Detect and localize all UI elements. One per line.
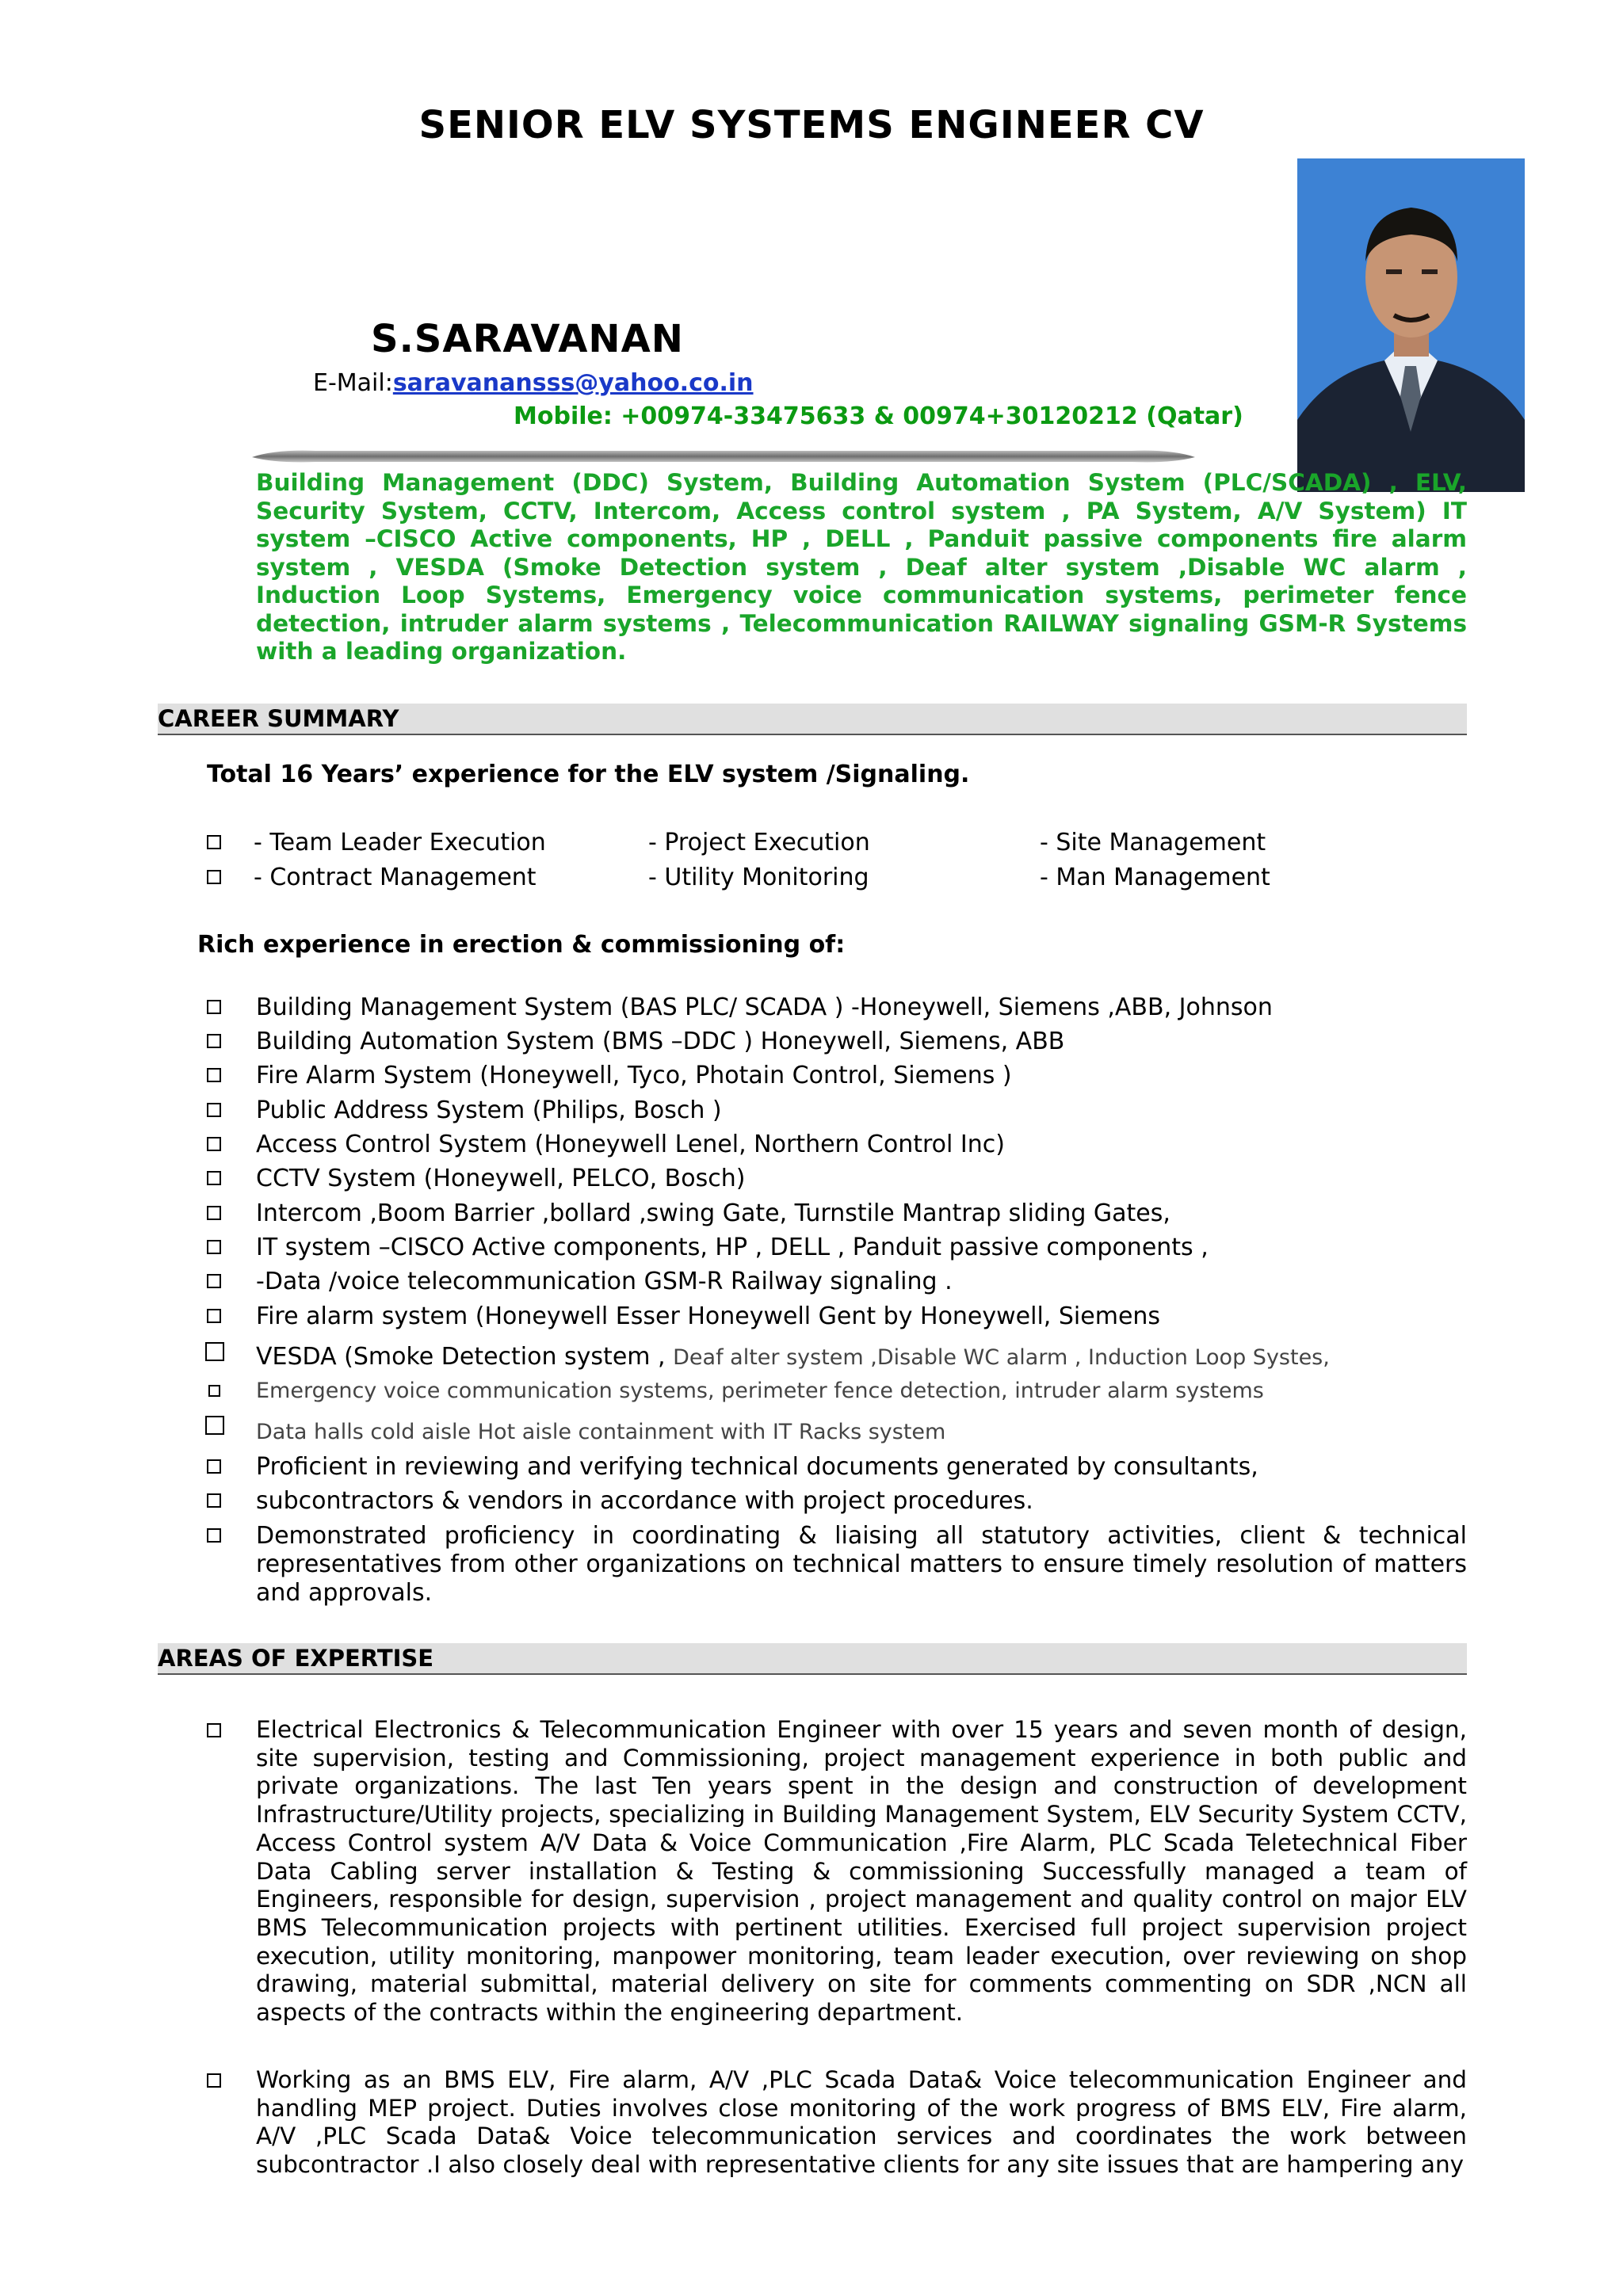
checkbox-bullet-icon [207,2073,221,2088]
checkbox-bullet-icon [205,1342,224,1361]
vesda-detail: Deaf alter system ,Disable WC alarm , Induction Loop Systes, [673,1345,1330,1370]
checkbox-bullet-icon [207,1309,221,1323]
profile-photo [1297,158,1525,492]
skill-item: - Man Management [1040,864,1270,891]
email-label: E-Mail: [313,369,393,397]
list-item: Building Management System (BAS PLC/ SCADA ) -Honeywell, Siemens ,ABB, Johnson [256,994,1273,1021]
checkbox-bullet-icon [207,1528,221,1543]
checkbox-bullet-icon [207,1240,221,1254]
profile-summary: Building Management (DDC) System, Building Automation System (PLC/SCADA) , ELV, Security System, CCTV, Intercom, Access control system , PA System, A/V System) IT system –CISCO Active components, HP , DELL , Panduit passive components fire alarm system , VESDA (Smoke Detection system , Deaf alter system ,Disable WC alarm , Induction Loop Systems, Emergency voice communication systems, perimeter fence detection, intruder alarm systems , Telecommunication RAILWAY signaling GSM-R Systems with a leading organization. [256,469,1467,665]
list-item: -Data /voice telecommunication GSM-R Railway signaling . [256,1268,953,1295]
list-item: CCTV System (Honeywell, PELCO, Bosch) [256,1165,746,1192]
checkbox-bullet-icon [207,835,221,849]
list-item: Demonstrated proficiency in coordinating & liaising all statutory activities, client & technical representatives from other organizations on technical matters to ensure timely resolution of matters and approvals. [256,1522,1467,1607]
checkbox-bullet-icon [207,1103,221,1117]
checkbox-bullet-icon [207,1723,221,1737]
list-item: Fire alarm system (Honeywell Esser Honeywell Gent by Honeywell, Siemens [256,1302,1161,1330]
decorative-rule [252,446,1195,465]
expertise-paragraph: Electrical Electronics & Telecommunication Engineer with over 15 years and seven month of design, site supervision, testing and Commissioning, project management experience in both public and private organizations. The last Ten years spent in the design and construction of development Infrastructure/Utility projects, specializing in Building Management System, ELV Security System CCTV, Access Control system A/V Data & Voice Communication ,Fire Alarm, PLC Scada Teletechnical Fiber Data Cabling server installation & Testing & commissioning Successfully managed a team of Engineers, responsible for design, supervision , project management and quality control on major ELV BMS Telecommunication projects with pertinent utilities. Exercised full project supervision project execution, utility monitoring, manpower monitoring, team leader execution, over reviewing on shop drawing, material submittal, material delivery on site for comments commenting on SDR ,NCN all aspects of the contracts within the engineering department. [256,1716,1467,2027]
document-title: SENIOR ELV SYSTEMS ENGINEER CV [418,103,1205,147]
email-link[interactable]: saravanansss@yahoo.co.in [392,369,754,397]
list-item: subcontractors & vendors in accordance with project procedures. [256,1487,1033,1515]
expertise-paragraph: Working as an BMS ELV, Fire alarm, A/V ,PLC Scada Data& Voice telecommunication Engineer and handling MEP project. Duties involves close monitoring of the work progress of BMS ELV, Fire alarm, A/V ,PLC Scada Data& Voice telecommunication services and coordinates the work between subcontractor .I also closely deal with representative clients for any site issues that are hampering any [256,2066,1467,2179]
checkbox-bullet-icon [207,1206,221,1220]
candidate-name: S.SARAVANAN [371,317,684,361]
list-item: Access Control System (Honeywell Lenel, Northern Control Inc) [256,1131,1005,1158]
vesda-main: VESDA (Smoke Detection system , [256,1343,674,1371]
list-item-vesda [256,1343,1467,1372]
skill-item: - Project Execution [648,829,870,856]
skill-item: - Team Leader Execution [254,829,546,856]
checkbox-bullet-icon [207,1137,221,1151]
checkbox-bullet-icon [207,1171,221,1185]
skill-item: - Contract Management [254,864,537,891]
checkbox-bullet-icon [207,1274,221,1288]
checkbox-bullet-icon [207,1493,221,1508]
checkbox-bullet-icon [205,1416,224,1435]
list-item: Intercom ,Boom Barrier ,bollard ,swing Gate, Turnstile Mantrap sliding Gates, [256,1199,1170,1227]
skill-item: - Utility Monitoring [648,864,869,891]
checkbox-bullet-icon [207,1068,221,1082]
checkbox-bullet-icon [207,1034,221,1048]
checkbox-bullet-icon [208,1385,220,1397]
total-experience: Total 16 Years’ experience for the ELV system /Signaling. [207,761,970,788]
rich-experience-heading: Rich experience in erection & commissioning of: [197,931,846,959]
checkbox-bullet-icon [207,1000,221,1014]
list-item: Fire Alarm System (Honeywell, Tyco, Photain Control, Siemens ) [256,1062,1012,1089]
skill-item: - Site Management [1040,829,1266,856]
list-item: Data halls cold aisle Hot aisle containment with IT Racks system [256,1420,946,1444]
section-heading-areas-of-expertise: AREAS OF EXPERTISE [158,1643,1467,1675]
section-heading-career-summary: CAREER SUMMARY [158,704,1467,735]
checkbox-bullet-icon [207,870,221,884]
checkbox-bullet-icon [207,1459,221,1474]
list-item: IT system –CISCO Active components, HP , DELL , Panduit passive components , [256,1234,1209,1261]
mobile-numbers: Mobile: +00974-33475633 & 00974+30120212 (Qatar) [514,402,1243,430]
email-row [313,369,754,397]
list-item: Emergency voice communication systems, perimeter fence detection, intruder alarm systems [256,1379,1264,1403]
list-item: Public Address System (Philips, Bosch ) [256,1097,722,1124]
list-item: Building Automation System (BMS –DDC ) Honeywell, Siemens, ABB [256,1028,1065,1055]
list-item: Proficient in reviewing and verifying technical documents generated by consultants, [256,1453,1258,1481]
